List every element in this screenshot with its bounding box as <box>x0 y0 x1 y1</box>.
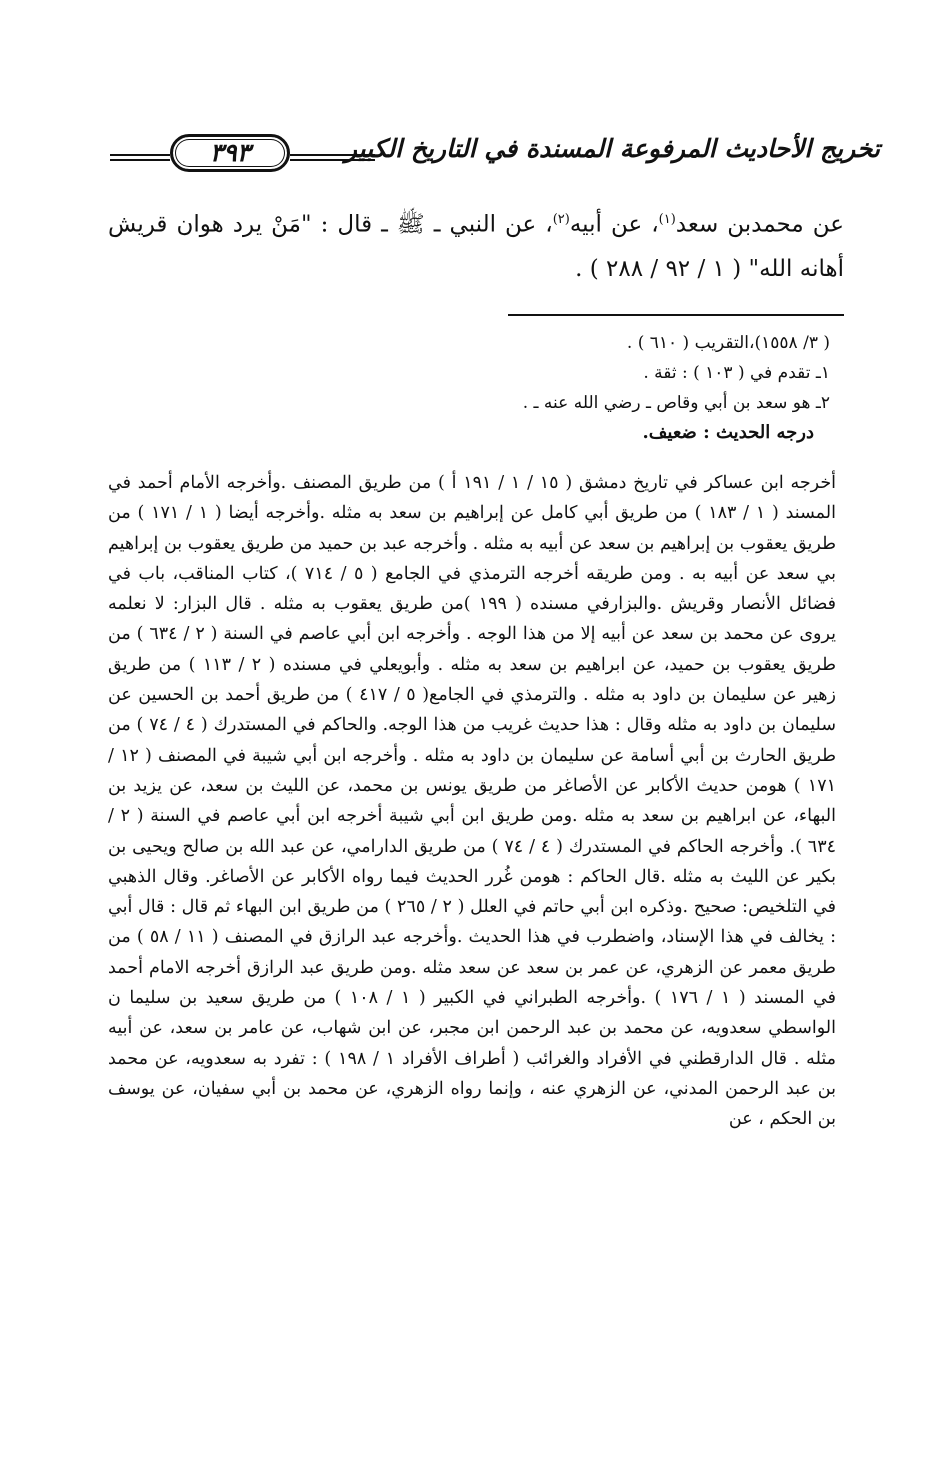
hadith-text <box>108 198 844 291</box>
hadith-text-part1: عن محمدبن سعد <box>675 211 844 238</box>
hadith-text-part2: ، عن أبيه <box>569 211 659 238</box>
header-rule <box>290 154 375 161</box>
footnote-ref-1: (١) <box>658 212 676 227</box>
footnote-1: ١ـ تقدم في ( ١٠٣ ) : ثقة . <box>643 363 830 383</box>
hadith-grade: درجه الحديث : ضعيف. <box>642 422 814 443</box>
running-header <box>110 128 880 182</box>
footnote-ref-2: (٢) <box>552 212 570 227</box>
footnotes <box>100 328 830 448</box>
footnote-separator <box>508 314 844 316</box>
footnote-2: ٢ـ هو سعد بن أبي وقاص ـ رضي الله عنه ـ . <box>522 393 830 413</box>
hadith-text-part3: ، عن النبي ـ ﷺ ـ قال : "مَنْ يرد هوان قريش أهانه الله" ( ١ / ٩٢ / ٢٨٨ ) . <box>108 211 844 282</box>
main-text <box>108 198 844 291</box>
page-number: ٣٩٣ <box>170 134 290 172</box>
takhrij-text <box>108 468 836 1135</box>
footnote-continuation: ( ٣/ ١٥٥٨)،التقريب ( ٦١٠ ) . <box>626 333 830 353</box>
book-title: تخريج الأحاديث المرفوعة المسندة في التاريخ الكبير <box>344 134 880 163</box>
takhrij-paragraph: أخرجه ابن عساكر في تاريخ دمشق ( ١٥ / ١ / ١٩١ أ ) من طريق المصنف .وأخرجه الأمام أحمد في المسند ( ١ / ١٨٣ ) من طريق أبي كامل عن إبراهيم بن سعد به مثله .وأخرجه أيضا ( ١ / ١٧١ ) من طريق يعقوب بن إبراهيم بن سعد عن أبيه به مثله . وأخرجه عبد بن حميد من طريق يعقوب بن إبراهيم بي سعد عن أبيه به . ومن طريقه أخرجه الترمذي في الجامع ( ٥ / ٧١٤ )، كتاب المناقب، باب في فضائل الأنصار وقريش .والبزارفي مسنده ( ١٩٩ )من طريق يعقوب به مثله . قال البزار: لا نعلمه يروى عن محمد بن سعد عن أبيه إلا من هذا الوجه . وأخرجه ابن أبي عاصم في السنة ( ٢ / ٦٣٤ ) من طريق يعقوب بن حميد، عن ابراهيم بن سعد به مثله . وأبويعلي في مسنده ( ٢ / ١١٣ ) من طريق زهير عن سليمان بن داود به مثله . والترمذي في الجامع( ٥ / ٤١٧ ) من طريق أحمد بن الحسين عن سليمان بن داود به مثله وقال : هذا حديث غريب من هذا الوجه. والحاكم في المستدرك ( ٤ / ٧٤ ) من طريق الحارث بن أبي أسامة عن سليمان بن داود به مثله . وأخرجه ابن أبي شيبة في المصنف ( ١٢ / ١٧١ ) هومن حديث الأكابر عن الأصاغر من طريق يونس بن محمد، عن الليث بن سعد، عن يزيد بن البهاء، عن ابراهيم بن سعد به مثله .ومن طريق ابن أبي شيبة أخرجه ابن أبي عاصم في السنة ( ٢ / ٦٣٤ ). وأخرجه الحاكم في المستدرك ( ٤ / ٧٤ ) من طريق الدارامي، عن عبد الله بن صالح ويحيى بن بكير عن الليث به مثله .قال الحاكم : هومن غُرر الحديث فيما رواه الأكابر عن الأصاغر. وقال الذهبي في التلخيص: صحيح .وذكره ابن أبي حاتم في العلل ( ٢ / ٢٦٥ ) من طريق ابن البهاء ثم قال : قال أبي : يخالف في هذا الإسناد، واضطرب في هذا الحديث .وأخرجه عبد الرازق في المصنف ( ١١ / ٥٨ ) من طريق معمر عن الزهري، عن عمر بن سعد عن سعد مثله .ومن طريق عبد الرازق أخرجه الامام أحمد في المسند ( ١ / ١٧٦ ) .وأخرجه الطبراني في الكبير ( ١ / ١٠٨ ) من طريق سعيد بن سليما ن الواسطي سعدويه، عن محمد بن عبد الرحمن ابن مجبر، عن ابن شهاب، عن عامر بن سعد، عن أبيه مثله . قال الدارقطني في الأفراد والغرائب ( أطراف الأفراد ١ / ١٩٨ ) : تفرد به سعدويه، عن محمد بن عبد الرحمن المدني، عن الزهري عنه ، وإنما رواه الزهري، عن محمد بن أبي سفيان، عن يوسف بن الحكم ، عن <box>108 473 837 1130</box>
header-rule-left <box>110 154 170 161</box>
